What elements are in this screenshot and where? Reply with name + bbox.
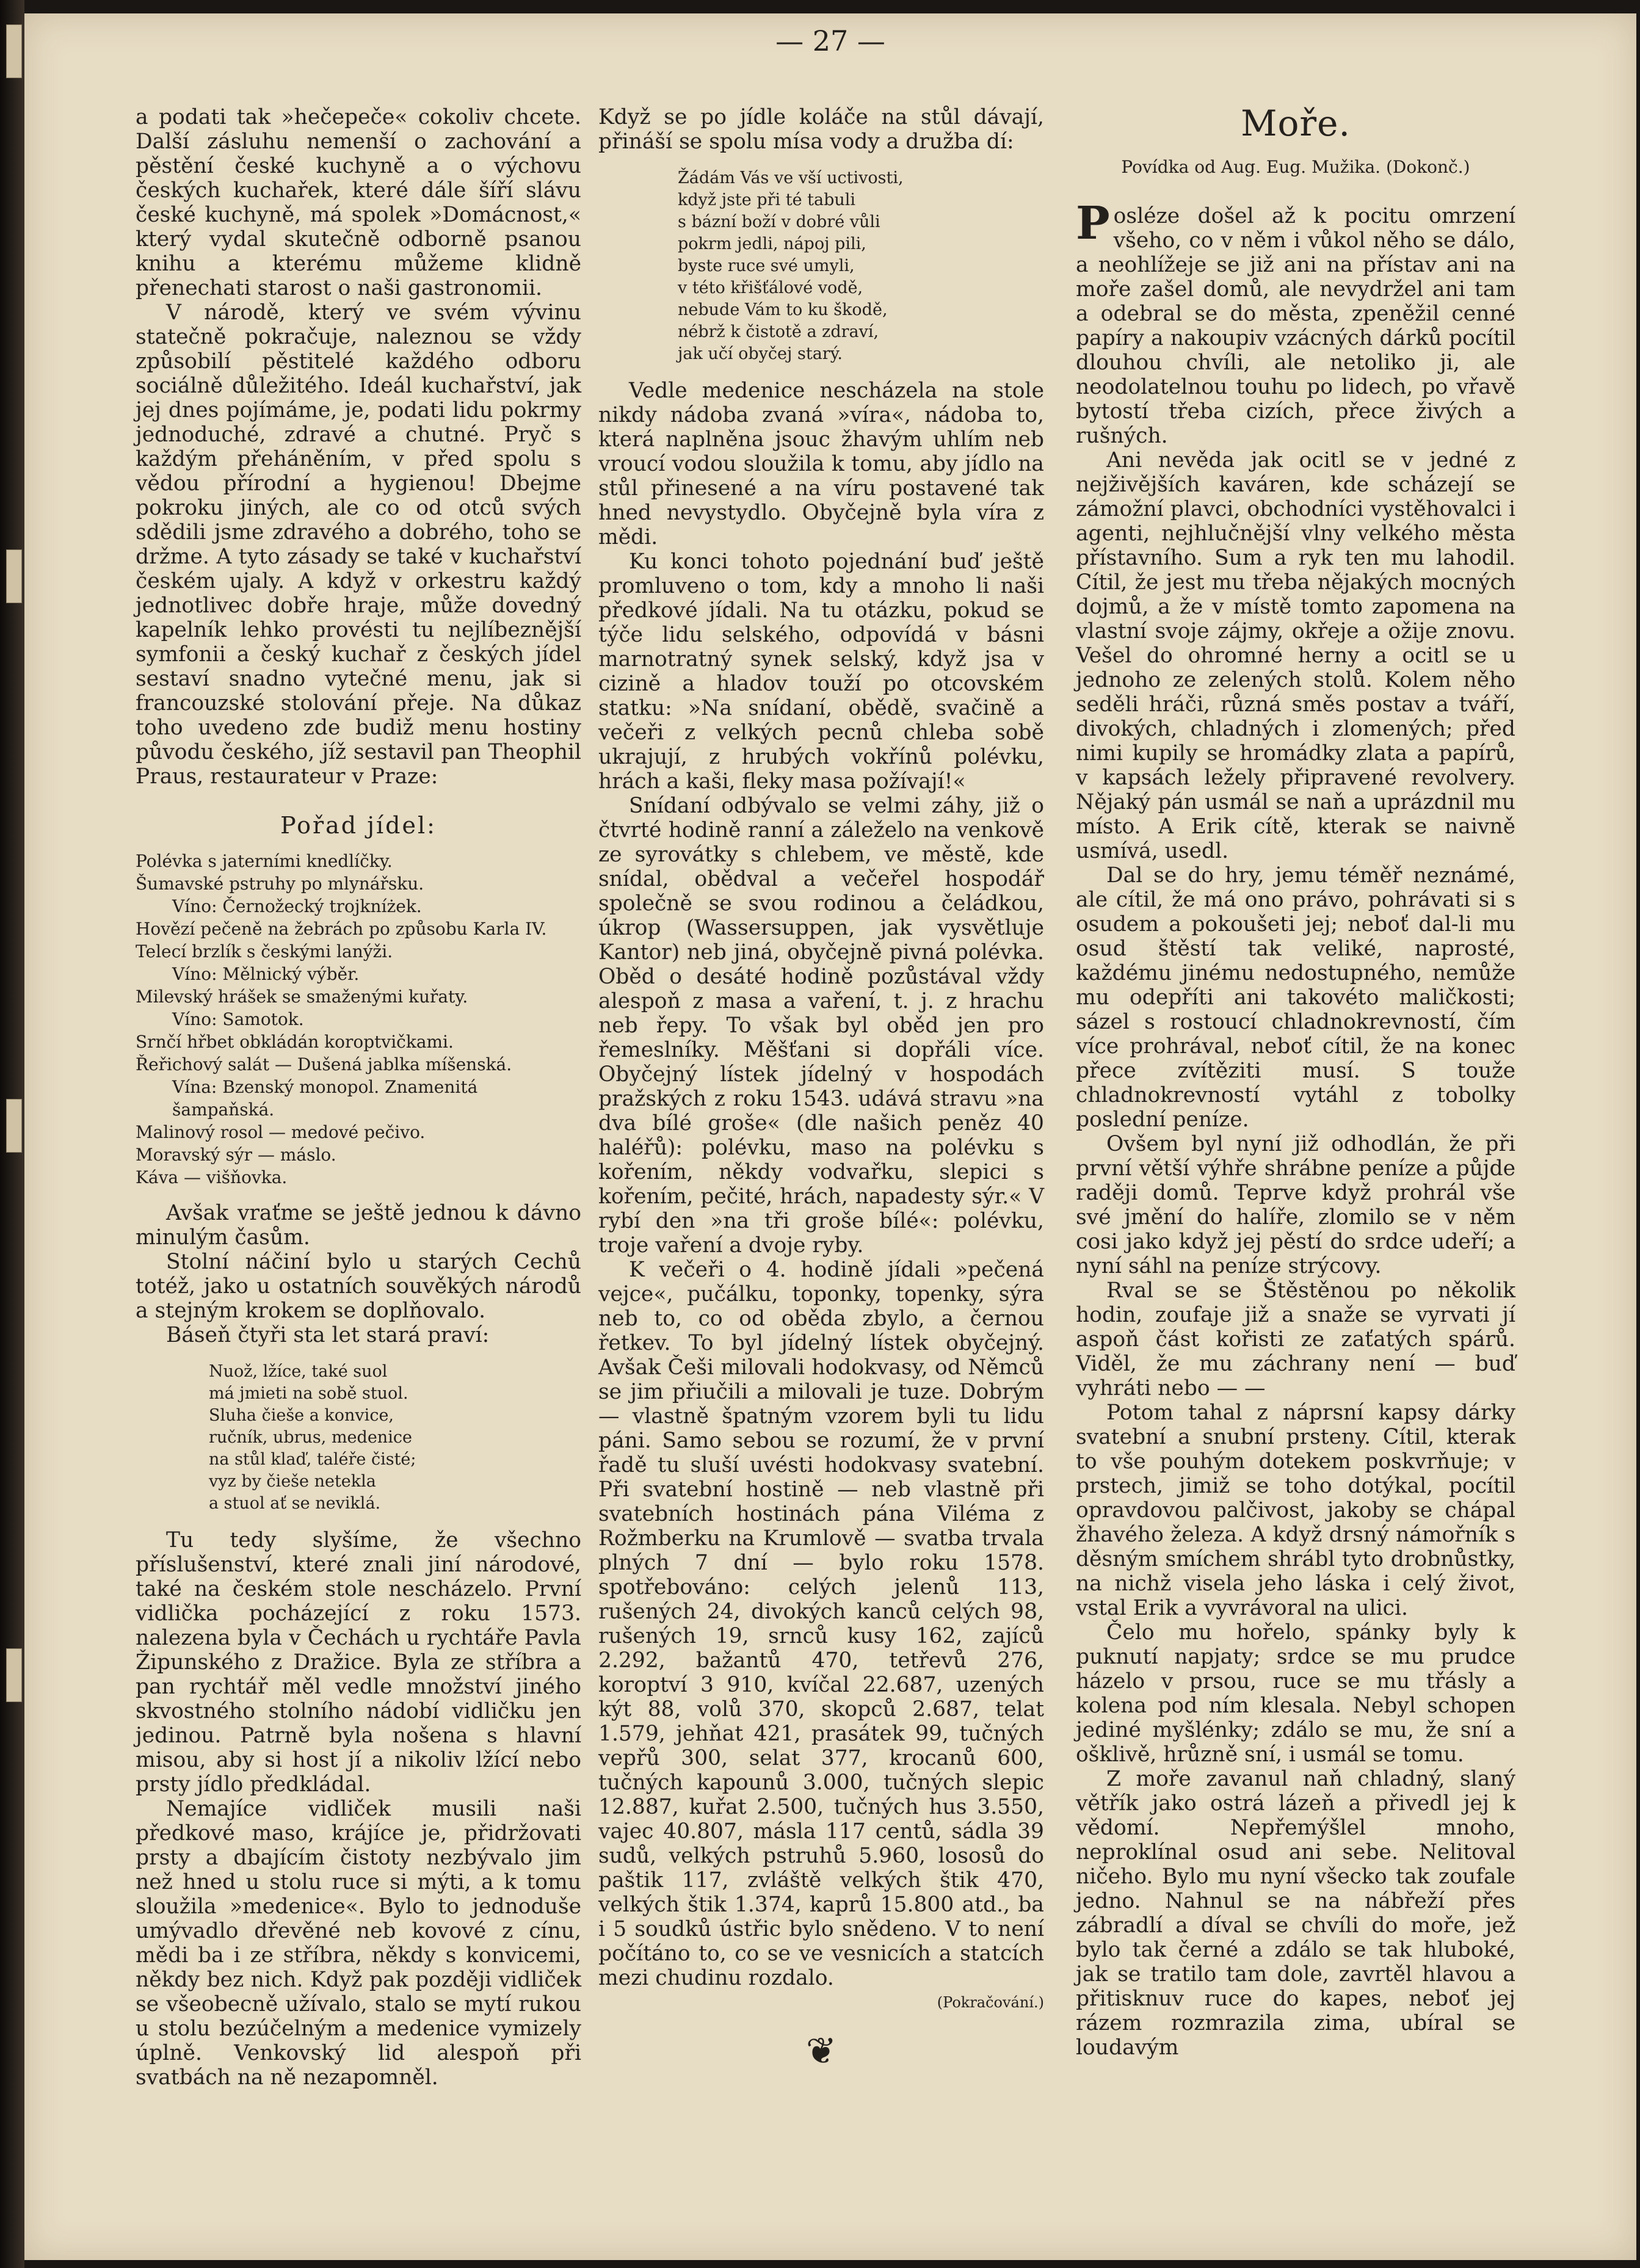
story-byline: Povídka od Aug. Eug. Mužika. (Dokonč.) [1121, 157, 1470, 177]
menu-item: Polévka s jaterními knedlíčky. [136, 851, 393, 871]
column-3 [1076, 105, 1515, 2060]
menu-item: Šumavské pstruhy po mlynářsku. [136, 874, 424, 894]
menu-item: Řeřichový salát — Dušená jablka míšenská. [136, 1054, 512, 1074]
paragraph: Snídaní odbývalo se velmi záhy, již o čtvrté hodině ranní a záleželo na venkově ze syrovátky s chlebem, ve městě, kde snídal, obědval a večeřel hospodář společně se svou rodinou a čeládkou, úkrop (Wassersuppen, jak vysvětluje Kantor) neb jiná, obyčejně pivná polévka. Oběd o desáté hodině pozůstával vždy alespoň z masa a vaření, t. j. z hrachu neb řepy. To však byl oběd jen pro řemeslníky. Měšťani si dopřáli více. Obyčejný lístek jídelný v hospodách pražských z roku 1543. udává stravu »na dva bílé groše« (dle našich peněz 40 haléřů): polévku, maso na polévku s kořením, někdy vodvařku, slepici s kořením, pečité, hrách, napadesty sýr.« V rybí den »na tři groše bílé«: polévku, troje vaření a dvoje ryby. [598, 794, 1044, 1258]
poem-line: vyz by čieše netekla [209, 1472, 376, 1491]
poem-line: nébrž k čistotě a zdraví, [678, 322, 879, 341]
poem-line: byste ruce své umyli, [678, 256, 855, 275]
poem [678, 167, 1044, 365]
poem [209, 1361, 581, 1515]
poem-line: ručník, ubrus, medenice [209, 1428, 412, 1447]
paragraph: Ani nevěda jak ocitl se v jedné z nejživějších kaváren, kde scházejí se zámožní plavci, obchodníci vystěhovalci i agenti, nejhlučnější vlny velkého města přístavního. Sum a ryk ten mu lahodil. Cítil, že jest mu třeba nějakých mocných dojmů, a že v místě tomto zapomena na vlastní svoje zájmy, okřeje a ožije znovu. Vešel do ohromné herny a ocitl se u jednoho ze zelených stolů. Kolem něho seděli hráči, různá směs postav a tváří, divokých, chladných i zlomených; před nimi kupily se hromádky zlata a papírů, v kapsách ležely připravené revolvery. Nějaký pán usmál se naň a uprázdnil mu místo. A Erik cítě, kterak se naivně usmívá, usedl. [1076, 448, 1515, 863]
poem-line: a stuol ať se neviklá. [209, 1494, 381, 1513]
page-number: — 27 — [775, 24, 885, 57]
scan-left-edge [0, 0, 24, 2268]
poem-line: Nuož, lžíce, také suol [209, 1362, 388, 1381]
paragraph: Báseň čtyři sta let stará praví: [166, 1323, 490, 1347]
poem-line: pokrm jedli, nápoj pili, [678, 234, 866, 253]
poem-line: na stůl klaď, taléře čisté; [209, 1450, 416, 1469]
column-2 [598, 105, 1044, 2073]
paragraph: a podati tak »hečepeče« cokoliv chcete. Další zásluhu nemenší o zachování a pěstění české kuchyně a o výchovu českých kuchařek, které dále šíří slávu české kuchyně, má spolek »Domácnost,« který vydal skutečně odborně psanou knihu a kterému můžeme klidně přenechati starost o naši gastronomii. [136, 105, 581, 300]
poem-line: Žádám Vás ve vší uctivosti, [678, 168, 904, 187]
poem-line: když jste při té tabuli [678, 190, 856, 209]
poem-line: nebude Vám to ku škodě, [678, 300, 888, 319]
menu-item: Hovězí pečeně na žebrách po způsobu Karla IV. [136, 919, 547, 939]
paragraph: V národě, který ve svém vývinu statečně pokračuje, naleznou se vždy způsobilí pěstitelé každého odboru sociálně důležitého. Ideál kuchařství, jak jej dnes pojímáme, je, podati lidu pokrmy jednoduché, zdravé a chutné. Pryč s každým přeháněním, v před spolu s vědou přírodní a hygienou! Dbejme pokroku jiných, ale co od otců svých sdědili jsme zdravého a dobrého, toho se držme. A tyto zásady se také v kuchařství českém ujaly. A když v orkestru každý jednotlivec dobře hraje, může dovedný kapelník lehko provésti tu nejlíbeznější symfonii a český kuchař z českých jídel sestaví snadno vytečné menu, jak si francouzské stolování přeje. Na důkaz toho uvedeno zde budiž menu hostiny původu českého, jíž sestavil pan Theophil Praus, restaurateur v Praze: [136, 300, 581, 789]
poem-line: má jmieti na sobě stuol. [209, 1384, 408, 1403]
paragraph-text: osléze došel až k pocitu omrzení všeho, co v něm i vůkol něho se dálo, a neohlížeje se již ani na přístav ani na moře zašel domů, ale nevydržel ani tam a odebral se do města, zpeněžil cenné papíry a nakoupiv vzácných dárků pocítil dlouhou chvíli, ale netoliko ji, ale neodolatelnou touhu po lidech, po vřavě bytostí třeba cizích, přece živých a rušných. [1076, 204, 1515, 448]
poem-line: jak učí obyčej starý. [678, 344, 843, 363]
paragraph [1076, 197, 1515, 448]
menu-wine: Vína: Bzenský monopol. Znamenitá šampaňská. [172, 1077, 478, 1120]
newspaper-page [24, 13, 1636, 2260]
paragraph: Stolní náčiní bylo u starých Cechů totéž, jako u ostatních souvěkých národů a stejným krokem se doplňovalo. [136, 1250, 581, 1323]
menu-wine: Víno: Samotok. [172, 1009, 304, 1029]
column-1 [136, 105, 581, 2090]
menu-item: Telecí brzlík s českými lanýži. [136, 941, 393, 962]
menu-item: Moravský sýr — máslo. [136, 1145, 336, 1165]
poem-line: Sluha čieše a konvice, [209, 1406, 394, 1425]
scan-ruler-mark [6, 1648, 22, 1702]
drop-cap: P [1076, 197, 1110, 250]
story-title: Moře. [1241, 103, 1351, 144]
scan-ruler-mark [6, 1099, 22, 1153]
poem-line: s bázní boží v dobré vůli [678, 212, 880, 231]
scan-ruler-mark [6, 549, 22, 603]
menu-item: Milevský hrášek se smaženými kuřaty. [136, 987, 468, 1007]
paragraph: Z moře zavanul naň chladný, slaný větřík jako ostrá lázeň a přivedl jej k vědomí. Nepřemýšlel mnoho, neproklínal osud ani sebe. Nelitoval ničeho. Bylo mu nyní všecko tak zoufale jedno. Nahnul se na nábřeží přes zábradlí a díval se chvíli do moře, jež bylo tak černé a zdálo se tak hluboké, jak se tratilo tam dole, zavrtěl hlavou a přitisknuv ruce do kapes, neboť jej rázem rozmrazila zima, ubíral se loudavým [1076, 1767, 1515, 2060]
paragraph: Ovšem byl nyní již odhodlán, že při první větší výhře shrábne peníze a půjde raději domů. Teprve když prohrál vše své jmění do halíře, zlomilo se v něm cosi jako když jej pěstí do srdce udeří; a nyní sáhl na peníze strýcovy. [1076, 1132, 1515, 1278]
paragraph: Rval se se Štěstěnou po několik hodin, zoufaje již a snaže se vyrvati jí aspoň část kořisti ze zaťatých spárů. Viděl, že mu záchrany není — buď vyhráti nebo — — [1076, 1278, 1515, 1400]
paragraph: Když se po jídle koláče na stůl dávají, přináší se spolu mísa vody a družba dí: [598, 105, 1044, 154]
menu-item: Srnčí hřbet obkládán koroptvičkami. [136, 1032, 454, 1052]
continuation-note: (Pokračování.) [937, 1994, 1044, 2011]
menu-item: Malinový rosol — medové pečivo. [136, 1122, 426, 1142]
paragraph: Ku konci tohoto pojednání buď ještě promluveno o tom, kdy a mnoho li naši předkové jídali. Na tu otázku, pokud se týče lidu selského, odpovídá v básni marnotratný synek selský, když jsa v cizině a hladov touží po otcovském statku: »Na snídaní, obědě, svačině a večeři z velkých pecnů chleba sobě ukrajují, z hrubých vokřínů polévku, hrách a kaši, fleky masa požívají!« [598, 549, 1044, 794]
paragraph: Nemajíce vidliček musili naši předkové maso, krájíce je, přidržovati prsty a dbajícím čistoty nezbývalo jim než hned u stolu ruce si mýti, a k tomu sloužila »medenice«. Bylo to jednoduše umývadlo dřevěné neb kovové z cínu, mědi ba i ze stříbra, někdy s konvicemi, někdy bez nich. Když pak později vidliček se všeobecně užívalo, stalo se mytí rukou u stolu bezúčelným a medenice vymizely úplně. Venkovský lid alespoň při svatbách na ně nezapomněl. [136, 1797, 581, 2090]
menu-wine: Víno: Černožecký trojkníżek. [172, 896, 422, 916]
menu-heading: Pořad jídel: [280, 812, 437, 839]
fleuron-icon: ❦ [805, 2030, 837, 2073]
poem-line: v této křišťálové vodě, [678, 278, 863, 297]
paragraph: Vedle medenice nescházela na stole nikdy nádoba zvaná »víra«, nádoba to, která naplněna jsouc žhavým uhlím neb vroucí vodou sloužila k tomu, aby jídlo na stůl přinesené a na víru postavené tak hned nevystydlo. Obyčejně byla víra z mědi. [598, 379, 1044, 549]
paragraph: K večeři o 4. hodině jídali »pečená vejce«, pučálku, toponky, topenky, sýra neb to, co od oběda zbylo, a černou řetkev. To byl jídelný lístek obyčejný. Avšak Češi milovali hodokvasy, od Němců se jim přiučili a milovali je tuze. Dobrým — vlastně špatným vzorem byli tu lidu páni. Samo sebou se rozumí, že v první řadě tu sluší uvésti hodokvasy svatební. Při svatební hostině — neb vlastně při svatebních hostinách pána Viléma z Rožmberku na Krumlově — svatba trvala plných 7 dní — bylo roku 1578. spotřebováno: celých jelenů 113, rušených 24, divokých kanců celých 98, rušených 19, srnců kusy 162, zajíců 2.292, bažantů 470, tetřevů 276, koroptví 3 910, kvíčal 22.687, uzených kýt 88, volů 370, skopců 2.687, telat 1.579, jehňat 421, prasátek 99, tučných vepřů 300, selat 377, krocanů 600, tučných kapounů 3.000, tučných slepic 12.887, kuřat 2.500, tučných hus 3.550, vajec 40.807, másla 117 centů, sádla 39 sudů, velkých pstruhů 5.960, lososů do paštik 117, zvláště velkých štik 470, velkých štik 1.374, kaprů 15.800 atd., ba i 5 soudků ústřic bylo snědeno. V to není počítáno to, co se ve vesnicích a statcích mezi chudinu rozdalo. [598, 1258, 1044, 1990]
paragraph: Čelo mu hořelo, spánky byly k puknutí napjaty; srdce se mu prudce házelo v prsou, ruce se mu třásly a kolena pod ním klesala. Nebyl schopen jediné myšlénky; zdálo se mu, že sní a ošklivě, hrůzně sní, i usmál se tomu. [1076, 1620, 1515, 1767]
menu-item: Káva — višňovka. [136, 1167, 288, 1187]
paragraph: Avšak vraťme se ještě jednou k dávno minulým časům. [136, 1201, 581, 1250]
paragraph: Dal se do hry, jemu téměř neznámé, ale cítil, že má ono právo, pohrávati si s osudem a pokoušeti jej; neboť dal-li mu osud štěstí tak veliké, naprosté, každému jinému nedostupného, nemůže mu odepříti ani takovéto maličkosti; sázel s rostoucí chladnokrevností, čím více prohrával, neboť cítil, že na konec přece zvítěziti musí. S touže chladnokrevností vytáhl z tobolky poslední peníze. [1076, 863, 1515, 1132]
paragraph: Potom tahal z náprsní kapsy dárky svatební a snubní prsteny. Cítil, kterak to vše pouhým dotekem poskvrňuje; v prstech, jimiž se toho dotýkal, pocítil opravdovou palčivost, jakoby se chápal žhavého železa. A když drsný námořník s děsným smíchem shrábl tyto drobnůstky, na nichž visela jeho láska i celý život, vstal Erik a vyvrávoral na ulici. [1076, 1400, 1515, 1620]
paragraph: Tu tedy slyšíme, že všechno příslušenství, které znali jiní národové, také na českém stole nescházelo. První vidlička pocházející z roku 1573. nalezena byla v Čechách u rychtáře Pavla Žipunského z Dražice. Byla ze stříbra a pan rychtář měl vedle množství jiného skvostného stolního nádobí vidličku jen jedinou. Patrně byla nošena s hlavní misou, aby si host jí a nikoliv lžící nebo prsty jídlo předkládal. [136, 1528, 581, 1797]
menu-list [136, 850, 581, 1189]
menu-wine: Víno: Mělnický výběr. [172, 964, 360, 984]
scan-ruler-mark [6, 24, 22, 78]
